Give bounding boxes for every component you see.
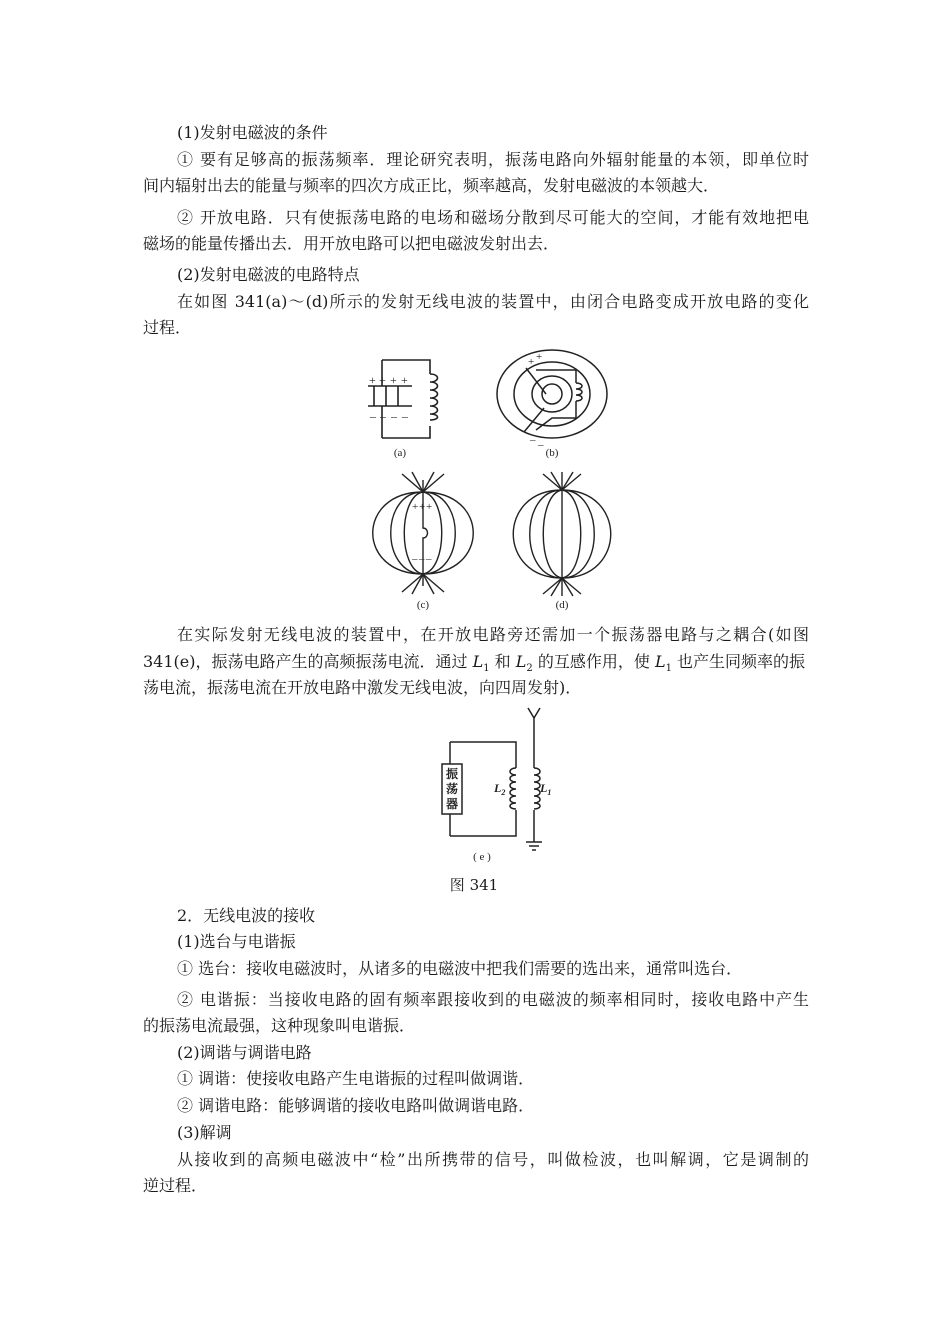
svg-text:‒: ‒	[391, 409, 397, 423]
paragraph-condition-1-line1: ① 要有足够高的振荡频率．理论研究表明，振荡电路向外辐射能量的本领，即单位时	[177, 150, 809, 169]
figure-e-oscillator-coupled-antenna	[436, 712, 556, 864]
heading-emission-conditions: (1)发射电磁波的条件	[177, 123, 328, 142]
svg-text:+: +	[412, 501, 419, 513]
heading-tuning-resonance: (1)选台与电谐振	[177, 932, 296, 951]
figure-d-label: (d)	[555, 599, 569, 611]
svg-text:‒: ‒	[419, 553, 425, 565]
svg-text:‒: ‒	[426, 553, 432, 565]
svg-text:‒: ‒	[412, 553, 418, 565]
oscillator-label-1: 振	[445, 767, 459, 781]
svg-text:+: +	[426, 501, 433, 513]
paragraph-circuit-line1: 在如图 341(a)～(d)所示的发射无线电波的装置中，由闭合电路变成开放电路的变化	[177, 292, 809, 311]
paragraph-condition-1-line2: 间内辐射出去的能量与频率的四次方成正比，频率越高，发射电磁波的本领越大．	[143, 176, 720, 195]
paragraph-station-selection: ① 选台：接收电磁波时，从诸多的电磁波中把我们需要的选出来，通常叫选台．	[177, 959, 743, 978]
heading-circuit-features: (2)发射电磁波的电路特点	[177, 265, 360, 284]
oscillator-label-2: 荡	[445, 782, 459, 796]
figure-a-closed-lc-circuit	[360, 352, 450, 462]
figure-b-label: (b)	[545, 447, 559, 459]
paragraph-condition-2-line2: 磁场的能量传播出去．用开放电路可以把电磁波发射出去．	[143, 234, 560, 253]
figure-caption: 图 341	[449, 876, 499, 894]
paragraph-demodulation-line1: 从接收到的高频电磁波中“检”出所携带的信号，叫做检波，也叫解调，它是调制的	[177, 1150, 809, 1169]
paragraph-tuning-circuit: ② 调谐电路：能够调谐的接收电路叫做调谐电路．	[177, 1096, 535, 1115]
coil-l2-label: $L_2$	[494, 781, 506, 797]
coil-l1-label: $L_1$	[540, 781, 552, 797]
heading-demodulation: (3)解调	[177, 1123, 232, 1142]
svg-text:+: +	[536, 351, 543, 363]
figure-d-dipole-antenna-field	[503, 470, 621, 612]
svg-text:+: +	[390, 373, 397, 387]
svg-text:‒: ‒	[370, 409, 376, 423]
paragraph-resonance-line2: 的振荡电流最强，这种现象叫电谐振．	[143, 1016, 416, 1035]
svg-text:‒: ‒	[530, 434, 536, 446]
heading-reception: 2．无线电波的接收	[177, 906, 316, 925]
figure-c-open-circuit	[362, 470, 484, 612]
svg-text:‒: ‒	[380, 409, 386, 423]
svg-text:‒: ‒	[402, 409, 408, 423]
paragraph-coupling-line2: 341(e)，振荡电路产生的高频振荡电流．通过 $L_1$ 和 $L_2$ 的互感作用，使 $L_1$ 也产生同频率的振	[143, 652, 806, 675]
paragraph-coupling-line3: 荡电流，振荡电流在开放电路中激发无线电波，向四周发射)．	[143, 678, 582, 697]
svg-text:‒: ‒	[538, 439, 544, 451]
oscillator-label-3: 器	[445, 797, 459, 811]
figure-c-label: (c)	[416, 599, 430, 611]
svg-text:+: +	[379, 373, 386, 387]
svg-text:+: +	[401, 373, 408, 387]
heading-tuning-circuit: (2)调谐与调谐电路	[177, 1043, 312, 1062]
svg-text:+: +	[369, 373, 376, 387]
paragraph-condition-2-line1: ② 开放电路．只有使振荡电路的电场和磁场分散到尽可能大的空间，才能有效地把电	[177, 208, 809, 227]
paragraph-tuning: ① 调谐：使接收电路产生电谐振的过程叫做调谐．	[177, 1069, 535, 1088]
svg-text:+: +	[528, 356, 535, 368]
paragraph-circuit-line2: 过程．	[143, 318, 192, 337]
figure-e-label: ( e )	[473, 851, 491, 863]
paragraph-resonance-line1: ② 电谐振：当接收电路的固有频率跟接收到的电磁波的频率相同时，接收电路中产生	[177, 990, 809, 1009]
svg-text:+: +	[419, 501, 426, 513]
paragraph-demodulation-line2: 逆过程．	[143, 1176, 208, 1195]
figure-b-opening-circuit	[486, 348, 611, 464]
figure-a-label: (a)	[393, 447, 407, 459]
paragraph-coupling-line1: 在实际发射无线电波的装置中，在开放电路旁还需加一个振荡器电路与之耦合(如图	[177, 625, 809, 644]
